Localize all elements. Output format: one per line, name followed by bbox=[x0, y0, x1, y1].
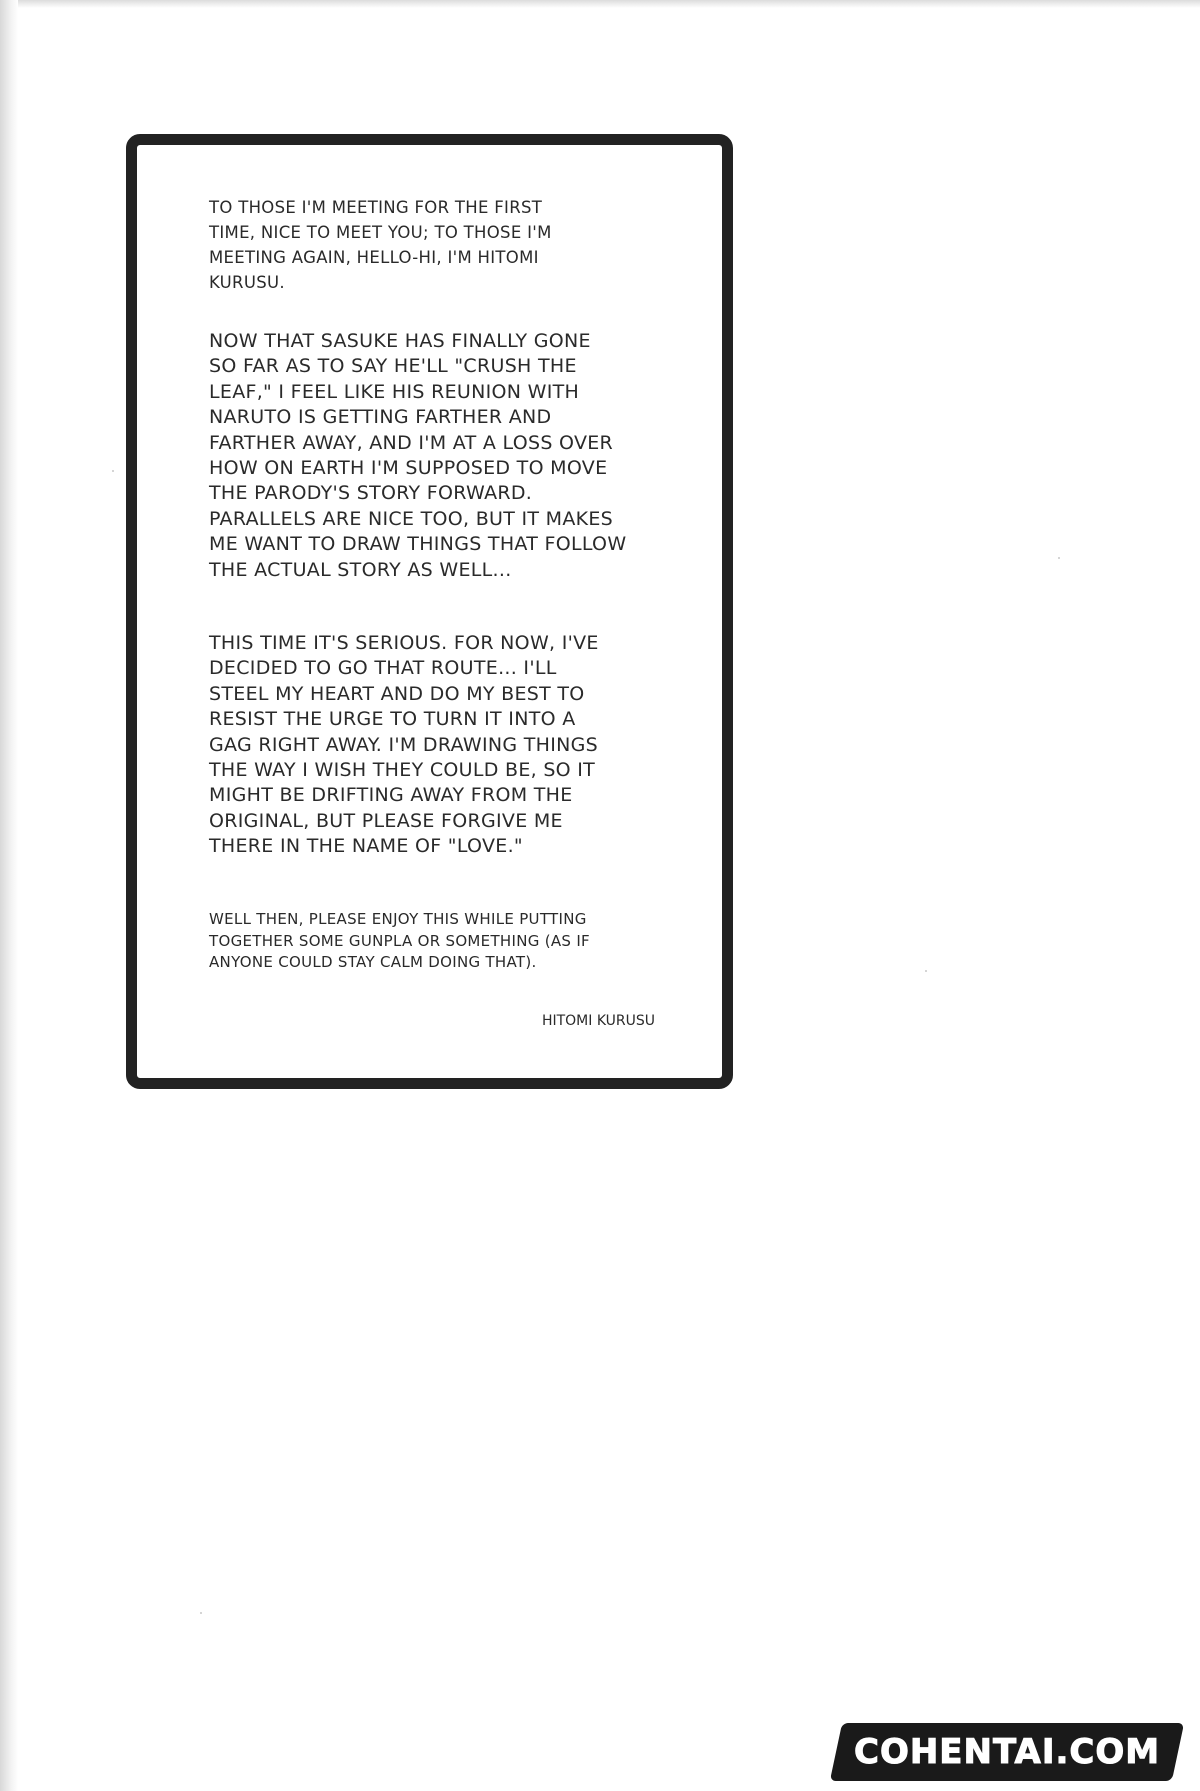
page-top-edge-shadow bbox=[0, 0, 1200, 8]
story-paragraph: NOW THAT SASUKE HAS FINALLY GONE SO FAR AS TO SAY HE'LL "CRUSH THE LEAF," I FEEL LIKE HIS REUNION WITH NARUTO IS GETTING FARTHER AND FARTHER AWAY, AND I'M AT A LOSS OVER HOW ON EARTH I'M SUPPOSED TO MOVE THE PARODY'S STORY FORWARD. PARALLELS ARE NICE TOO, BUT IT MAKES ME WANT TO DRAW THINGS THAT FOLLOW THE ACTUAL STORY AS WELL... bbox=[209, 330, 627, 581]
paper-speck bbox=[112, 470, 114, 472]
paper-speck bbox=[925, 970, 927, 972]
paper-speck bbox=[1058, 557, 1060, 559]
site-watermark bbox=[830, 1723, 1184, 1781]
closing-paragraph: WELL THEN, PLEASE ENJOY THIS WHILE PUTTING TOGETHER SOME GUNPLA OR SOMETHING (AS IF ANYONE COULD STAY CALM DOING THAT). bbox=[209, 910, 590, 971]
page-binding-shadow bbox=[0, 0, 18, 1791]
watermark-text: COHENTAI.COM bbox=[853, 1732, 1160, 1772]
paper-speck bbox=[200, 1612, 202, 1614]
author-signature: HITOMI KURUSU bbox=[541, 1013, 655, 1029]
serious-paragraph: THIS TIME IT'S SERIOUS. FOR NOW, I'VE DECIDED TO GO THAT ROUTE... I'LL STEEL MY HEART AND DO MY BEST TO RESIST THE URGE TO TURN IT INTO A GAG RIGHT AWAY. I'M DRAWING THINGS THE WAY I WISH THEY COULD BE, SO IT MIGHT BE DRIFTING AWAY FROM THE ORIGINAL, BUT PLEASE FORGIVE ME THERE IN THE NAME OF "LOVE." bbox=[209, 632, 599, 858]
greeting-paragraph: TO THOSE I'M MEETING FOR THE FIRST TIME, NICE TO MEET YOU; TO THOSE I'M MEETING AGAIN, HELLO-HI, I'M HITOMI KURUSU. bbox=[209, 198, 552, 292]
